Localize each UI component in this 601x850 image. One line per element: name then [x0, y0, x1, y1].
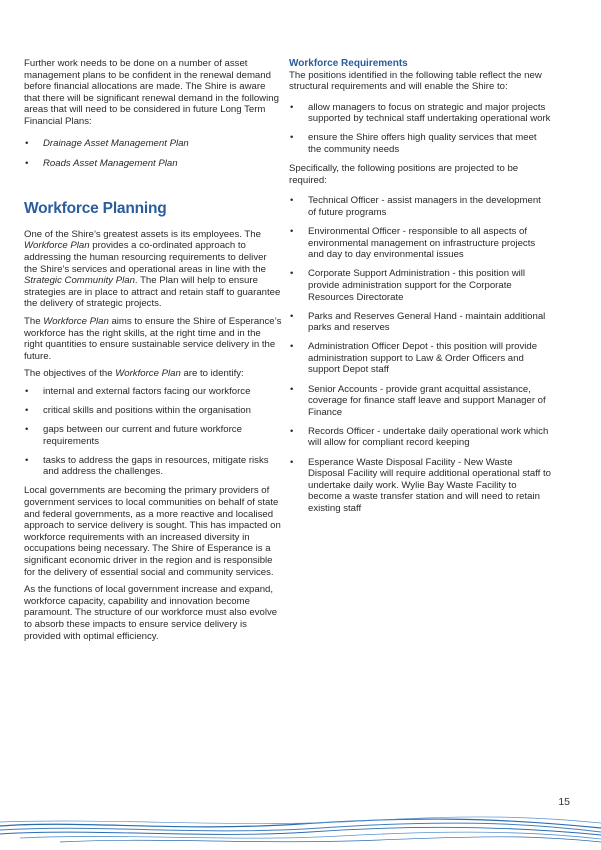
list-item: • Roads Asset Management Plan — [25, 158, 178, 170]
page-number: 15 — [558, 796, 570, 808]
objectives-list — [24, 386, 282, 478]
bullet-icon: • — [25, 404, 29, 416]
left-column — [24, 58, 282, 648]
list-item: • internal and external factors facing our workforce — [25, 385, 251, 397]
list-item: • critical skills and positions within the organisation — [25, 404, 251, 416]
paragraph: Specifically, the following positions are projected to be required: — [289, 163, 519, 186]
paragraph: Local governments are becoming the primary providers of government services to local communities on behalf of state and federal governments, as a more reactive and localised approach to service delivery is sought. This has impacted on workforce requirements with an increased diversity in occupations being necessary. The Shire of Esperance is a significant economic driver in the region and is responsible for the delivery of essential social and community services. — [24, 485, 281, 578]
list-item: • Esperance Waste Disposal Facility - New Waste Disposal Facility will require additional operational staff to undertake daily work. Wylie Bay Waste Facility to become a waste transfer station and will need to retain existing staff — [290, 456, 551, 514]
list-item: • Technical Officer - assist managers in the development of future programs — [290, 195, 541, 218]
bullet-icon: • — [290, 101, 294, 113]
paragraph: The objectives of the Workforce Plan are to identify: — [24, 368, 244, 380]
bullet-icon: • — [25, 385, 29, 397]
list-item: • Records Officer - undertake daily operational work which will allow for compliant record keeping — [290, 425, 549, 449]
bullet-icon: • — [25, 424, 29, 436]
right-column — [289, 58, 551, 522]
paragraph: One of the Shire’s greatest assets is its employees. The Workforce Plan provides a co-ordinated approach to addressing the human resourcing requirements to deliver the Shire’s services and operational areas in line with the Strategic Community Plan. The Plan will help to ensure strategies are in place to attract and retain staff to guarantee the delivery of strategic projects. — [24, 228, 281, 310]
bullet-icon: • — [290, 268, 294, 280]
bullet-icon: • — [290, 341, 294, 353]
bullet-icon: • — [25, 158, 29, 170]
list-item: • Administration Officer Depot - this position will provide administration support to Law & Order Officers and support Depot staff — [290, 341, 538, 376]
bullet-icon: • — [25, 454, 29, 466]
section-heading-workforce-requirements: Workforce Requirements — [289, 58, 408, 69]
positions-list — [289, 195, 551, 514]
list-item: • Parks and Reserves General Hand - maintain additional parks and reserves — [290, 310, 546, 334]
section-heading-workforce-planning: Workforce Planning — [24, 199, 167, 217]
list-item: • Environmental Officer - responsible to all aspects of environmental management on infrastructure projects and day to day environmental issues — [290, 226, 536, 261]
wave-decoration — [0, 808, 601, 850]
bullet-icon: • — [290, 195, 294, 207]
bullet-icon: • — [290, 383, 294, 395]
intro-paragraph: Further work needs to be done on a number of asset management plans to be confident in the renewal demand before financial allocations are made. The Shire is aware that there will be significant renewal demand in the following areas that will need to be considered in future Long Term Financial Plans: — [24, 58, 279, 127]
bullet-icon: • — [290, 226, 294, 238]
enable-list — [289, 102, 551, 156]
plans-list — [24, 138, 282, 170]
list-item: • Senior Accounts - provide grant acquittal assistance, coverage for finance staff leave and support Manager of Finance — [290, 383, 546, 418]
list-item: • Corporate Support Administration - this position will provide administration support for the Corporate Resources Directorate — [290, 268, 526, 303]
paragraph: The Workforce Plan aims to ensure the Shire of Esperance’s workforce has the right skills, at the right time and in the right quantities to ensure sustainable service delivery in the future. — [24, 315, 282, 362]
bullet-icon: • — [290, 132, 294, 144]
list-item: • tasks to address the gaps in resources, mitigate risks and address the challenges. — [25, 454, 269, 478]
paragraph: As the functions of local government increase and expand, workforce capacity, capability and innovation become paramount. The structure of our workforce must also evolve to absorb these impacts to ensure service delivery is provided with optimal efficiency. — [24, 584, 278, 642]
bullet-icon: • — [290, 456, 294, 468]
bullet-icon: • — [25, 137, 29, 149]
list-item: • Drainage Asset Management Plan — [25, 137, 189, 149]
list-item: • ensure the Shire offers high quality services that meet the community needs — [290, 132, 537, 156]
list-item: • gaps between our current and future workforce requirements — [25, 424, 242, 447]
paragraph: The positions identified in the following table reflect the new structural requirements and will enable the Shire to: — [289, 69, 542, 93]
bullet-icon: • — [290, 310, 294, 322]
bullet-icon: • — [290, 425, 294, 437]
list-item: • allow managers to focus on strategic and major projects supported by technical staff undertaking operational work — [290, 101, 551, 125]
